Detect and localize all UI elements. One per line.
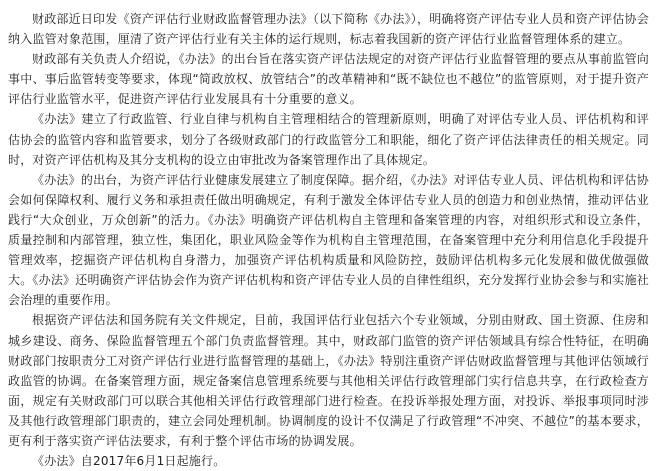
paragraph-coordination: 根据资产评估法和国务院有关文件规定，目前，我国评估行业包括六个专业领域，分别由财政、国土资源、住房和城乡建设、商务、保险监督管理五个部门负责监督管理。其中，财政部门监管的资产评估领域具有综合性特征，在明确财政部门按职责分工对资产评估行业进行监督管理的基础上，《办法》特别注重资产评估财政监督管理与其他评估领域行政监管的协调。在备案管理方面，规定备案信息管理系统要与其他相关评估行政管理部门实行信息共享，在行政检查方面，规定有关财政部门可以联合其他相关评估行政管理部门进行检查。在投诉举报处理方面，对投诉、举报事项同时涉及其他行政管理部门职责的，建立会同处理机制。协调制度的设计不仅满足了行政管理“不冲突、不越位”的基本要求，更有利于落实资产评估法要求，有利于整个评估市场的协调发展。 [8, 313, 649, 448]
paragraph-effective-date: 《办法》自2017年6月1日起施行。 [32, 454, 226, 469]
paragraph-institutional-guarantee: 《办法》的出台，为资产评估行业健康发展建立了制度保障。据介绍，《办法》对评估专业人员、评估机构和评估协会如何保障权利、履行义务和承担责任做出明确规定，有利于激发全体评估专业人员的创造力和创业热情，推动评估业践行“大众创业，万众创新”的活力。《办法》明确资产评估机构自主管理和备案管理的内容，对组织形式和设立条件，质量控制和内部管理，独立性，集团化，职业风险金等作为机构自主管理范围，在备案管理中充分利用信息化手段提升管理效率，挖掘资产评估机构自身潜力，加强资产评估机构质量和风险防控，鼓励评估机构多元化发展和做优做强做大。《办法》还明确资产评估协会作为资产评估机构和资产评估专业人员的自律性组织，充分发挥行业协会参与和实施社会治理的重要作用。 [8, 172, 649, 308]
paragraph-official-statement: 财政部有关负责人介绍说，《办法》的出台旨在落实资产评估法规定的对资产评估行业监督管理的要点从事前监管向事中、事后监管转变等要求，体现“简政放权、放管结合”的改革精神和“既不缺位也不越位”的监管原则，对于提升资产评估行业监管水平，促进资产评估行业发展具有十分重要的意义。 [8, 52, 649, 107]
paragraph-intro: 财政部近日印发《资产评估行业财政监督管理办法》（以下简称《办法》），明确将资产评估专业人员和资产评估协会纳入监管对象范围，厘清了资产评估行业有关主体的运行规则，标志着我国新的资产评估行业监督管理体系的建立。 [8, 12, 649, 47]
paragraph-regulatory-principles: 《办法》建立了行政监管、行业自律与机构自主管理相结合的管理新原则，明确了对评估专业人员、评估机构和评估协会的监管内容和监管要求，划分了各级财政部门的行政监管分工和职能，细化了资产评估法律责任的相关规定。同时，对资产评估机构及其分支机构的设立由审批改为备案管理作出了具体规定。 [8, 112, 649, 167]
